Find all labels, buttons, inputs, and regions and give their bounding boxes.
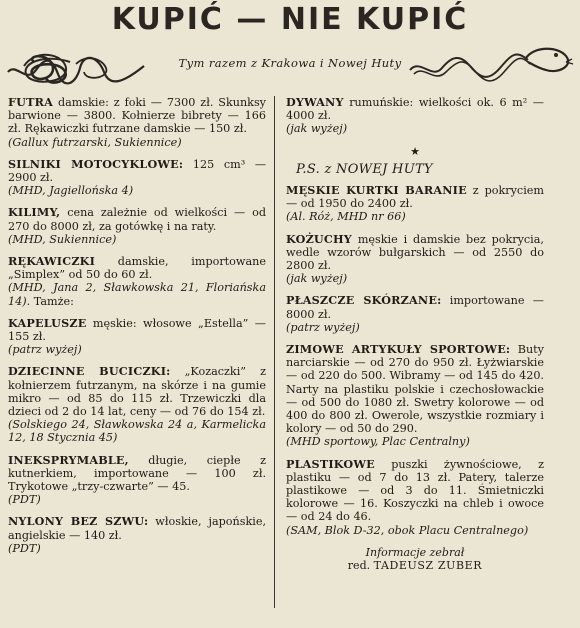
entry-heading: DYWANY: [286, 95, 344, 109]
entry-heading: PLASTIKOWE: [286, 456, 375, 471]
right-column: [286, 96, 544, 572]
entry-heading: DZIECINNE BUCICZKI:: [8, 364, 171, 379]
entry-text: Buty narciarskie — od 270 do 950 zł. Łyżwiarskie — od 220 do 500. Wibramy — od 145 do 420. Narty na plastiku polskie i czechosłowackie — od 500 do 1080 zł. Swetry kolorowe — od 400 do 800 zł. Owerole, wszystkie rozmiary i kolory — od 50 do 290.: [286, 343, 544, 436]
entry-source: (jak wyżej): [286, 272, 348, 286]
entry-zimowe: [286, 343, 544, 449]
entry-text: importowane — 8000 zł.: [286, 294, 544, 321]
entry-nylony: [8, 515, 266, 555]
entry-heading: RĘKAWICZKI: [8, 254, 96, 269]
entry-source: (MHD sportowy, Plac Centralny): [286, 435, 470, 449]
entry-text: puszki żywnościowe, z plastiku — od 7 do 13 zł. Patery, talerze plastikowe — od 3 do 11. Śmietniczki kolorowe — 16. Koszyczki na chleb i owoce — od 24 do 46.: [286, 457, 544, 524]
entry-dywany: [286, 96, 544, 136]
entry-heading: SILNIKI MOTOCYKLOWE:: [8, 156, 184, 171]
entry-source: (patrz wyżej): [286, 320, 360, 334]
entry-source: (Al. Róż, MHD nr 66): [286, 210, 406, 224]
entry-source: (MHD, Jagiellońska 4): [8, 184, 134, 198]
entry-source: (MHD, Jana 2, Sławkowska 21, Floriańska 14).: [8, 281, 266, 308]
entry-heading: NYLONY BEZ SZWU:: [8, 514, 149, 529]
entry-text: cena zależnie od wielkości — od 270 do 8000 zł, za gotówkę i na raty.: [8, 206, 266, 233]
entry-inekspryvmable: [8, 454, 266, 507]
entry-source: (jak wyżej): [286, 122, 348, 136]
entry-source: (Solskiego 24, Sławkowska 24 a, Karmelicka 12, 18 Stycznia 45): [8, 418, 266, 445]
entry-silniki: [8, 158, 266, 198]
entry-text: długie, ciepłe z kutnerkiem, importowane — 100 zł. Trykotowe „trzy-czwarte” — 45.: [8, 453, 266, 494]
entry-heading: INEKSPRYMABLE,: [8, 452, 129, 467]
entry-text: damskie, importowane „Simplex” od 50 do 60 zł.: [8, 255, 266, 282]
page-title: KUPIĆ — NIE KUPIĆ: [111, 2, 469, 37]
credit-line: Informacje zebrał: [365, 545, 465, 559]
entry-buciczki: [8, 365, 266, 444]
entry-text: z pokryciem — od 1950 do 2400 zł.: [286, 184, 545, 211]
subtitle: Tym razem z Krakowa i Nowej Huty: [178, 56, 402, 70]
entry-kapelusze: [8, 317, 266, 357]
entry-heading: PŁASZCZE SKÓRZANE:: [286, 293, 442, 308]
entry-heading: KILIMY,: [8, 205, 61, 220]
star-separator-icon: ★: [410, 144, 420, 158]
entry-plaszcze: [286, 294, 544, 334]
entry-source: (PDT): [8, 541, 41, 555]
entry-source: (PDT): [8, 493, 41, 507]
entry-kozuchy: [286, 233, 544, 286]
entry-text: męskie i damskie bez pokrycia, wedle wzorów bułgarskich — od 2550 do 2800 zł.: [286, 232, 544, 273]
ps-heading: P.S. z NOWEJ HUTY: [296, 161, 433, 177]
credit-prefix: red.: [347, 558, 371, 572]
entry-rekawiczki: [8, 255, 266, 308]
entry-heading: ZIMOWE ARTYKUŁY SPORTOWE:: [286, 342, 511, 357]
entry-source: (SAM, Blok D-32, obok Placu Centralnego): [286, 523, 529, 537]
left-column: [8, 96, 266, 564]
entry-text: męskie: włosowe „Estella” — 155 zł.: [8, 316, 266, 344]
entry-heading: FUTRA: [8, 95, 54, 109]
credit-author: [286, 559, 544, 572]
entry-text: damskie: z foki — 7300 zł. Skunksy barwione — 3800. Kołnierze bibrety — 166 zł. Rękawiczki futrzane damskie — 150 zł.: [8, 96, 266, 136]
entry-heading: MĘSKIE KURTKI BARANIE: [286, 183, 467, 198]
entry-kurtki: [286, 184, 544, 224]
entry-source: (patrz wyżej): [8, 343, 82, 357]
snake-right-ornament: [408, 40, 574, 88]
entry-source: (Gallux futrzarski, Sukiennice): [8, 135, 182, 149]
entry-heading: KOŻUCHY: [286, 231, 352, 246]
author-credit: [286, 546, 544, 572]
entry-text: włoskie, japońskie, angielskie — 140 zł.: [8, 515, 266, 542]
entry-heading: KAPELUSZE: [8, 315, 87, 330]
column-divider: [274, 96, 275, 608]
entry-plastikowe: [286, 458, 544, 537]
entry-text: rumuńskie: wielkości ok. 6 m² — 4000 zł.: [286, 96, 544, 123]
entry-kilimy: [8, 206, 266, 246]
entry-source: (MHD, Sukiennice): [8, 232, 117, 246]
credit-name: TADEUSZ ZUBER: [373, 558, 483, 572]
entry-tail: Tamże:: [33, 294, 74, 308]
entry-text: 125 cm³ — 2900 zł.: [8, 157, 267, 185]
entry-futra: [8, 96, 266, 149]
entry-text: „Kozaczki” z kołnierzem futrzanym, na skórze i na gumie mikro — od 85 do 115 zł. Trzewiczki dla dzieci od 2 do 14 lat, ceny — od 76 do 154 zł.: [8, 365, 266, 419]
